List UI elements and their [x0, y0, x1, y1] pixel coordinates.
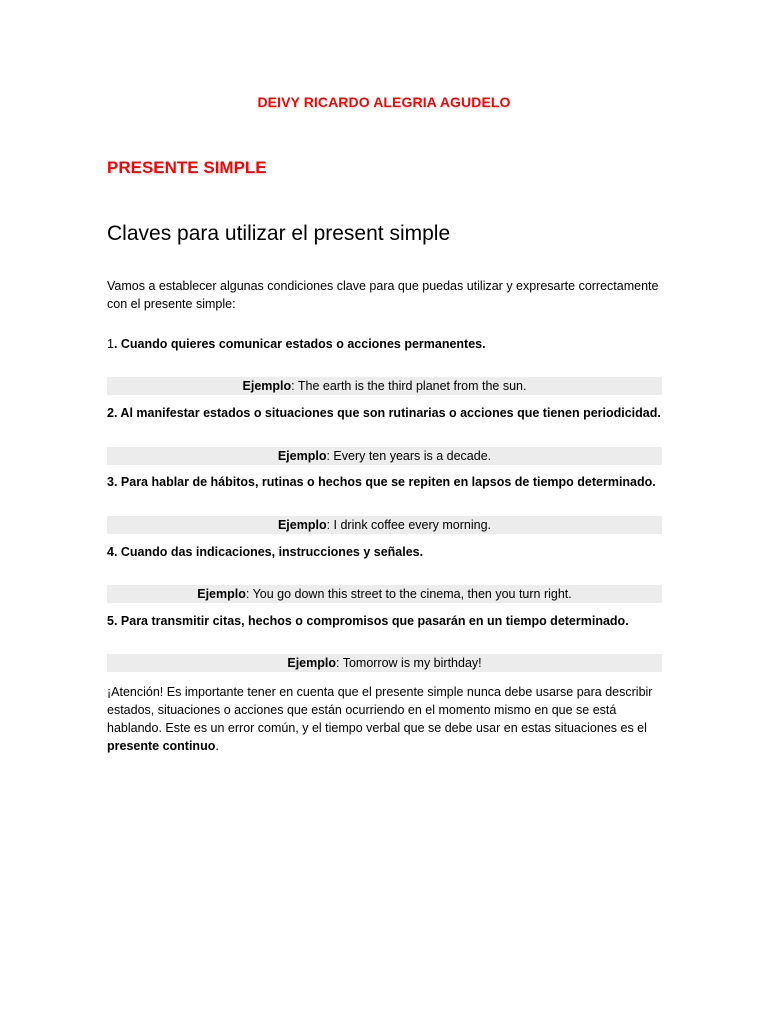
point-number: 4: [107, 545, 114, 559]
attention-note: [107, 683, 667, 755]
point-3: [107, 475, 667, 489]
example-text: : Tomorrow is my birthday!: [335, 656, 482, 670]
point-text: . Para transmitir citas, hechos o compromisos que pasarán en un tiempo determinado.: [113, 614, 629, 628]
example-1: [107, 377, 662, 395]
point-text: . Cuando quieres comunicar estados o acciones permanentes.: [113, 337, 486, 351]
point-text: . Para hablar de hábitos, rutinas o hechos que se repiten en lapsos de tiempo determinado.: [113, 475, 656, 489]
example-label: Ejemplo: [197, 587, 246, 601]
point-2: [107, 406, 667, 420]
page-heading: Claves para utilizar el present simple: [107, 222, 451, 245]
example-text: : Every ten years is a decade.: [326, 449, 492, 463]
author-name: DEIVY RICARDO ALEGRIA AGUDELO: [257, 94, 511, 110]
note-text: ¡Atención! Es importante tener en cuenta que el presente simple nunca debe usarse para describir estados, situaciones o acciones que están ocurriendo en el momento mismo en que se está hablando. Este es un error común, y el tiempo verbal que se debe usar en estas situaciones es el: [107, 685, 653, 735]
example-label: Ejemplo: [242, 379, 292, 393]
point-number: 2: [107, 406, 114, 420]
point-number: 1: [107, 337, 114, 351]
example-text: : You go down this street to the cinema, then you turn right.: [245, 587, 572, 601]
note-emphasis: presente continuo: [107, 739, 216, 753]
example-3: [107, 516, 662, 534]
point-text: . Al manifestar estados o situaciones que son rutinarias o acciones que tienen periodicidad.: [113, 406, 661, 420]
example-label: Ejemplo: [277, 449, 327, 463]
example-text: : The earth is the third planet from the sun.: [291, 379, 527, 393]
point-text: . Cuando das indicaciones, instrucciones y señales.: [113, 545, 424, 559]
example-text: : I drink coffee every morning.: [326, 518, 492, 532]
intro-paragraph: Vamos a establecer algunas condiciones clave para que puedas utilizar y expresarte correctamente con el presente simple:: [107, 279, 659, 311]
point-4: [107, 545, 667, 559]
section-title: PRESENTE SIMPLE: [107, 158, 267, 177]
example-label: Ejemplo: [287, 656, 336, 670]
point-5: [107, 614, 667, 628]
example-2: [107, 447, 662, 465]
example-label: Ejemplo: [277, 518, 327, 532]
example-5: [107, 654, 662, 672]
point-1: [107, 337, 667, 351]
example-4: [107, 585, 662, 603]
point-number: 3: [107, 475, 114, 489]
point-number: 5: [107, 614, 114, 628]
note-end: .: [215, 739, 219, 753]
